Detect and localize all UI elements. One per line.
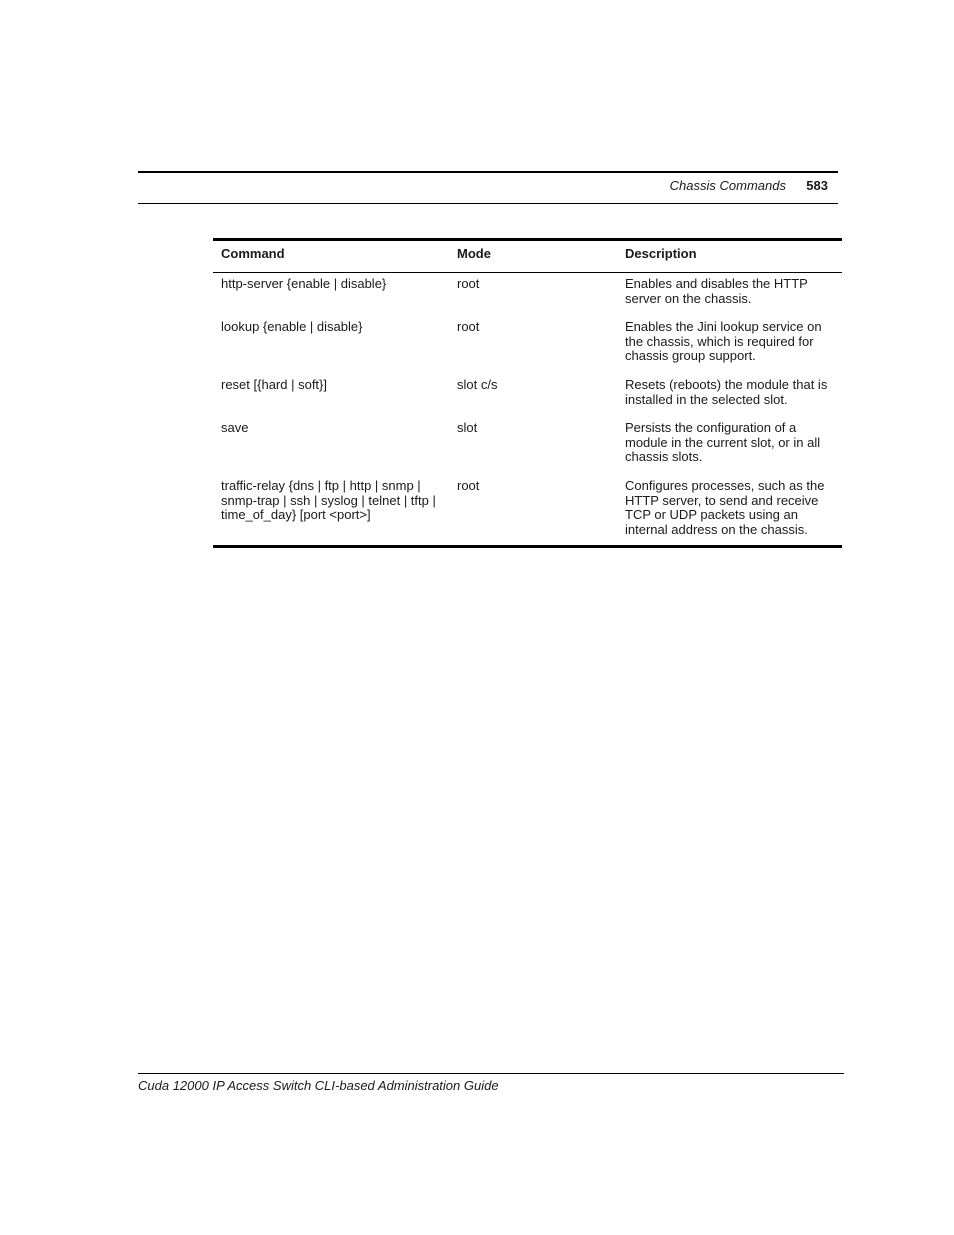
header-top-rule [138, 171, 838, 173]
column-header-command: Command [221, 246, 285, 261]
mode-cell: slot [457, 420, 478, 435]
description-cell: Configures processes, such as the HTTP server, to send and receive TCP or UDP packets using an internal address on the chassis. [625, 478, 825, 537]
page-number: 583 [806, 178, 828, 193]
running-header-title: Chassis Commands [669, 178, 786, 193]
command-cell: http-server {enable | disable} [221, 276, 387, 291]
table-bottom-rule [213, 545, 842, 548]
footer-rule [138, 1073, 844, 1074]
mode-cell: root [457, 319, 480, 334]
command-cell: save [221, 420, 249, 435]
description-cell: Persists the configuration of a module in the current slot, or in all chassis slots. [625, 420, 821, 464]
description-cell: Enables and disables the HTTP server on the chassis. [625, 276, 808, 306]
mode-cell: root [457, 276, 480, 291]
footer-title: Cuda 12000 IP Access Switch CLI-based Administration Guide [138, 1078, 499, 1093]
mode-cell: root [457, 478, 480, 493]
table-top-rule [213, 238, 842, 241]
command-cell: traffic-relay {dns | ftp | http | snmp | snmp-trap | ssh | syslog | telnet | tftp | time_of_day} [port <port>] [221, 478, 436, 522]
description-cell: Resets (reboots) the module that is installed in the selected slot. [625, 377, 828, 407]
column-header-description: Description [625, 246, 697, 261]
command-cell: lookup {enable | disable} [221, 319, 363, 334]
table-header-rule [213, 272, 842, 273]
column-header-mode: Mode [457, 246, 491, 261]
command-cell: reset [{hard | soft}] [221, 377, 327, 392]
header-bottom-rule [138, 203, 838, 204]
description-cell: Enables the Jini lookup service on the chassis, which is required for chassis group support. [625, 319, 822, 363]
mode-cell: slot c/s [457, 377, 498, 392]
